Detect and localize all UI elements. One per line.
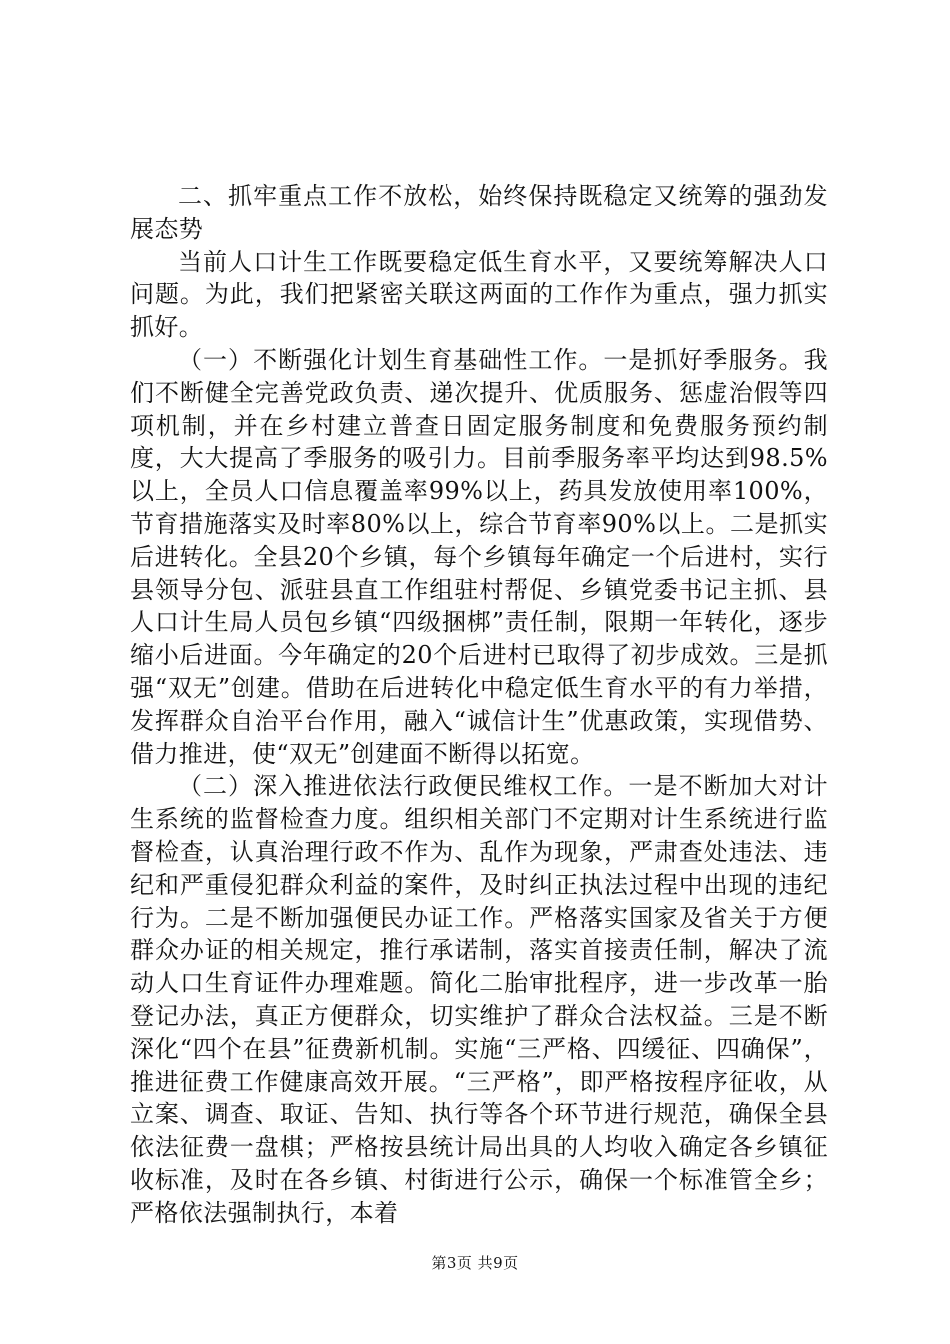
section-heading: 二、抓牢重点工作不放松，始终保持既稳定又统筹的强劲发展态势: [130, 182, 828, 243]
paragraph-lawful-administration: （二）深入推进依法行政便民维权工作。一是不断加大对计生系统的监督检查力度。组织相关部门不定期对计生系统进行监督检查，认真治理行政不作为、乱作为现象，严肃查处违法、违纪和严重侵犯群众利益的案件，及时纠正执法过程中出现的违纪行为。二是不断加强便民办证工作。严格落实国家及省关于方便群众办证的相关规定，推行承诺制，落实首接责任制，解决了流动人口生育证件办理难题。简化二胎审批程序，进一步改革一胎登记办法，真正方便群众，切实维护了群众合法权益。三是不断深化“四个在县”征费新机制。实施“三严格、四缓征、四确保”，推进征费工作健康高效开展。“三严格”，即严格按程序征收，从立案、调查、取证、告知、执行等各个环节进行规范，确保全县依法征费一盘棋；严格按县统计局出具的人均收入确定各乡镇征收标准，及时在各乡镇、村街进行公示，确保一个标准管全乡；严格依法强制执行，本着: [130, 772, 828, 1227]
paragraph-basic-work: （一）不断强化计划生育基础性工作。一是抓好季服务。我们不断健全完善党政负责、递次提升、优质服务、惩虚治假等四项机制，并在乡村建立普查日固定服务制度和免费服务预约制度，大大提高了季服务的吸引力。目前季服务率平均达到98.5%以上，全员人口信息覆盖率99%以上，药具发放使用率100%，节育措施落实及时率80%以上，综合节育率90%以上。二是抓实后进转化。全县20个乡镇，每个乡镇每年确定一个后进村，实行县领导分包、派驻县直工作组驻村帮促、乡镇党委书记主抓、县人口计生局人员包乡镇“四级捆梆”责任制，限期一年转化，逐步缩小后进面。今年确定的20个后进村已取得了初步成效。三是抓强“双无”创建。借助在后进转化中稳定低生育水平的有力举措，发挥群众自治平台作用，融入“诚信计生”优惠政策，实现借势、借力推进，使“双无”创建面不断得以拓宽。: [130, 345, 828, 768]
intro-paragraph: 当前人口计生工作既要稳定低生育水平，又要统筹解决人口问题。为此，我们把紧密关联这两面的工作作为重点，强力抓实抓好。: [130, 247, 828, 342]
document-body: [130, 180, 828, 1230]
page-number-footer: 第3页 共9页: [431, 1254, 519, 1272]
